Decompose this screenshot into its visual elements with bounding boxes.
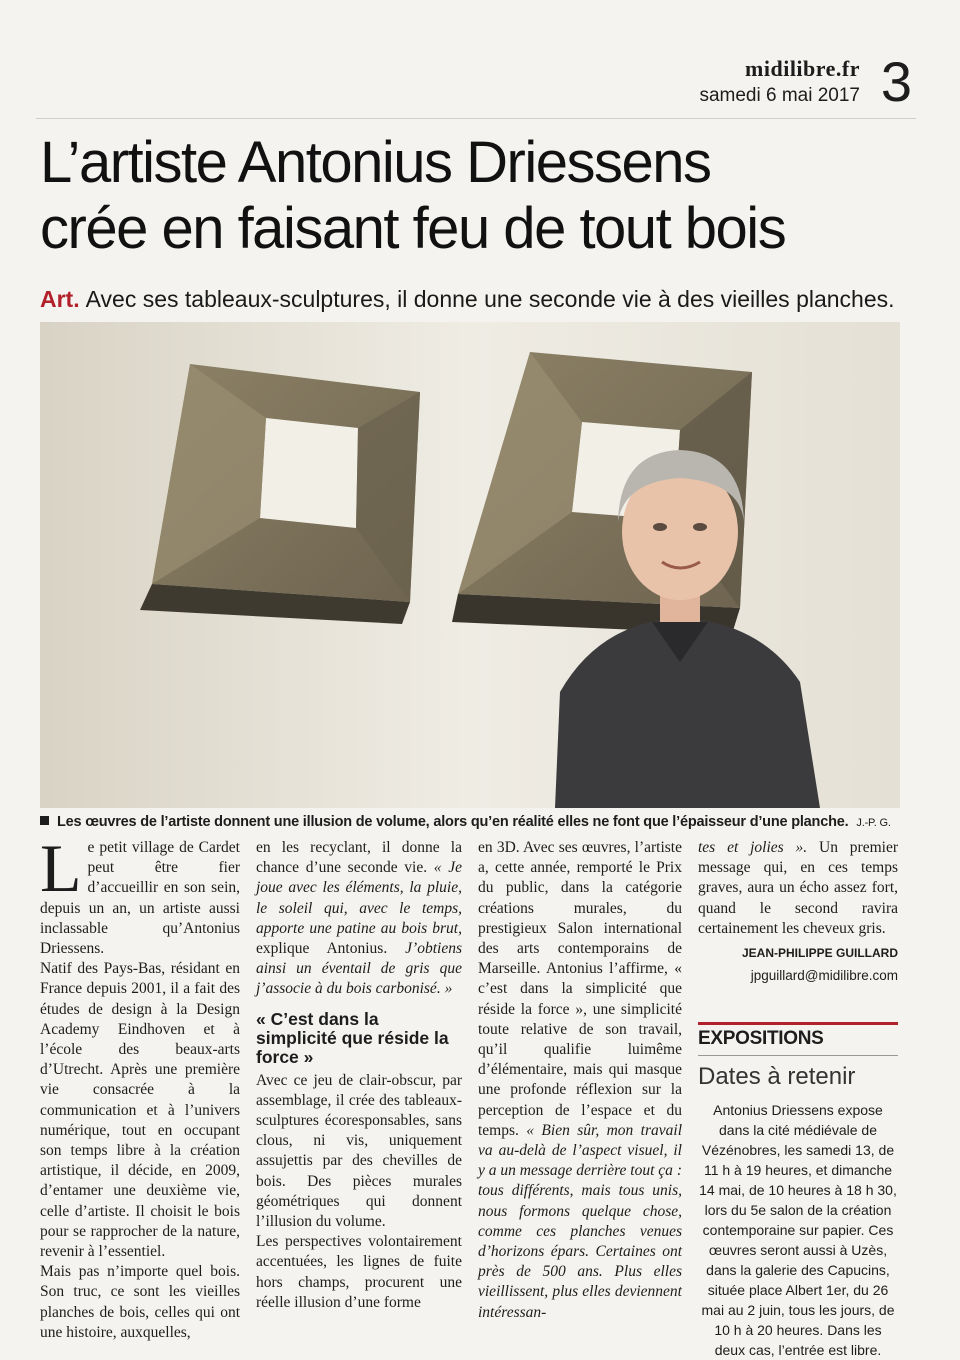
masthead [699,56,860,107]
article-column-1 [40,830,240,1343]
quote-text: « c’est dans la simplicité que réside la force », [478,960,683,1018]
article-column-2 [256,838,462,1313]
caption-square-icon [40,816,49,825]
article-paragraph: Natif des Pays-Bas, résidant en France depuis 2001, il a fait des études de design à la Design Academy Eindhoven et à l’école des beaux-arts d’Utrecht. Après une première vie consacrée à la communication et à l’univers numérique, tout en occupant son temps libre à la création artistique, il décide, en 2009, d’entamer une deuxième vie, celle d’artiste. Il choisit le bois pour se rapprocher de la nature, revenir à l’essentiel. [40,960,240,1261]
author-email[interactable]: jpguillard@midilibre.com [750,968,898,984]
expositions-subtitle: Dates à retenir [698,1062,856,1090]
expositions-accent-bar [698,1022,898,1025]
site-name: midilibre.fr [745,56,860,81]
article-paragraph [698,838,898,939]
page-number: 3 [880,50,912,113]
article-paragraph: Avec ce jeu de clair-obscur, par assemblage, il crée des tableaux-sculptures écoresponsables, sans clous, ni vis, uniquement assujettis par des chevilles de bois. Des pièces murales géométriques qui donnent l’illusion du volume. [256,1071,462,1231]
standfirst-kicker: Art. [40,286,80,312]
quote-text: J’obtiens ainsi un éventail de gris que j’associe à du bois carbonisé. » [256,940,462,998]
headline-line-1: L’artiste Antonius Driessens [40,130,711,195]
article-paragraph [478,838,682,1323]
headline [40,130,920,262]
top-rule [36,118,916,119]
standfirst-text: Avec ses tableaux-sculptures, il donne une seconde vie à des vieilles planches. [85,286,895,312]
issue-date: samedi 6 mai 2017 [699,85,860,106]
headline-line-2: crée en faisant feu de tout bois [40,196,786,261]
article-column-3 [478,838,682,1323]
author-name: JEAN-PHILIPPE GUILLARD [741,946,898,961]
paragraph-text: une simplicité toute relative de son travail, qu’il qualifie luimême d’élémentaire, mais qui masque une profonde réflexion sur la perception de l’espace et du temps. [478,1000,682,1139]
expositions-text: Antonius Driessens expose dans la cité médiévale de Vézénobres, les samedi 13, de 11 h à 19 heures, et dimanche 14 mai, de 10 heures à 18 h 30, lors du 5e salon de la création contemporaine sur papier. Ces œuvres seront aussi à Uzès, dans la galerie des Capucins, située place Albert 1er, du 26 mai au 2 juin, tous les jours, de 10 h à 20 heures. Dans les deux cas, l’entrée est libre. [699,1101,897,1358]
standfirst [40,284,920,314]
paragraph-text: e petit village de Cardet peut être fier d’accueillir en son sein, depuis un an, un artiste aussi inclassable qu’Antonius Driessens. [40,839,240,958]
article-paragraph: Mais pas n’importe quel bois. Son truc, ce sont les vieilles planches de bois, celles qui ont une histoire, auxquelles, [40,1263,240,1341]
subheading: « C’est dans la simplicité que réside la force » [256,1008,449,1067]
article-column-4 [698,838,898,1360]
drop-cap: L [40,830,82,906]
photo-caption [40,814,900,830]
article-paragraph [256,838,462,1000]
photo-credit: J.-P. G. [856,817,891,829]
expositions-rule [698,1055,898,1056]
quote-text: « Je joue avec les éléments, la pluie, le soleil qui, avec le temps, apporte une patine au bois brut, [256,859,462,937]
paragraph-text: explique Antonius. [256,940,388,958]
quote-text: tes et jolies ». [698,839,808,856]
article-paragraph [40,830,240,959]
quote-text: « Bien sûr, mon travail va au-delà de l’aspect visuel, il y a un message derrière tout ça : tous différents, mais tous unis, nous formons quelque chose, comme ces planches venues d’horizons épars. Certaines ont près de 500 ans. Plus elles vieillissent, plus elles deviennent intéressan- [478,1121,682,1321]
paragraph-text: Un premier message qui, en ces temps graves, aura un écho assez fort, quand le second ravira certainement les cheveux gris. [698,839,899,937]
paragraph-text: en 3D. Avec ses œuvres, l’artiste a, cette année, remporté le Prix du public, dans la catégorie créations murales, du prestigieux Salon international des arts contemporains de Marseille. Antonius l’affirme, [478,839,682,978]
article-paragraph: Les perspectives volontairement accentuées, les lignes de fuite hors champs, procurent une réelle illusion d’une forme [256,1233,462,1311]
paragraph-text: en les recyclant, il donne la chance d’une seconde vie. [256,839,462,877]
photo-illustration [40,322,900,808]
expositions-title: EXPOSITIONS [698,1028,824,1050]
caption-text: Les œuvres de l’artiste donnent une illusion de volume, alors qu’en réalité elles ne font que l’épaisseur d’une planche. [57,814,849,830]
article-photo [40,322,900,808]
